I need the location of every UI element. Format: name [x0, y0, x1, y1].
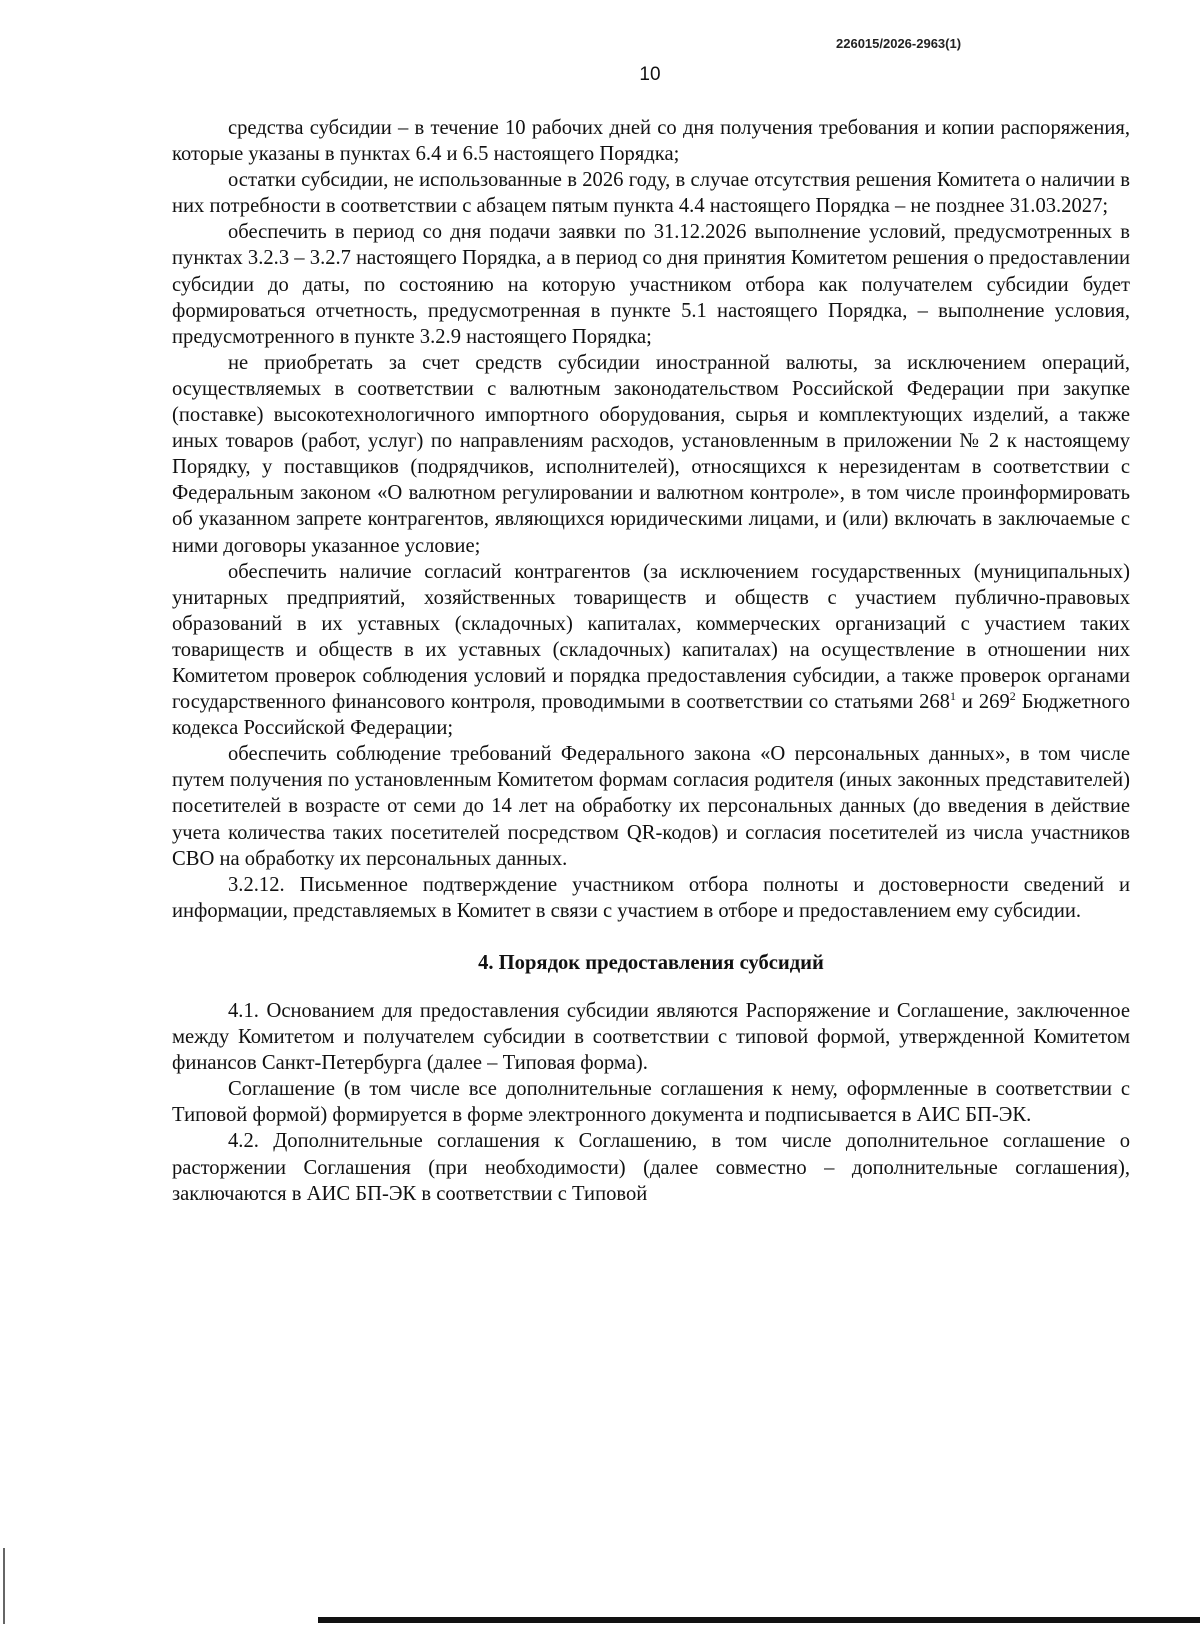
paragraph-contractor-consents-text-a: обеспечить наличие согласий контрагентов (за исключением государственных (муниципальных) унитарных предприятий, хозяйственных товариществ и обществ с участием публично-правовых образований в их уставных (складочных) капиталах, коммерческих организаций с участием таких товариществ и обществ в их уставных (складочных) капиталах) на осуществление в отношении них Комитетом проверок соблюдения условий и порядка предоставления субсидии, а также проверок органами государственного финансового контроля, проводимыми в соответствии со статьями 268 [172, 560, 1130, 714]
scan-edge-mark [3, 1548, 5, 1624]
paragraph-contractor-consents [172, 559, 1130, 742]
paragraph-contractor-consents-text-c: Бюджетного кодекса Российской Федерации; [172, 691, 1130, 740]
page-number: 10 [639, 64, 661, 85]
paragraph-agreement-electronic: Соглашение (в том числе все дополнительные соглашения к нему, оформленные в соответствии с Типовой формой) формируется в форме электронного документа и подписывается в АИС БП-ЭК. [172, 1078, 1130, 1127]
section-heading-4: 4. Порядок предоставления субсидий [478, 951, 824, 974]
footnote-superscript-269: 2 [1009, 689, 1016, 704]
paragraph-subsidy-remainder: остатки субсидии, не использованные в 2026 году, в случае отсутствия решения Комитета о наличии в них потребности в соответствии с абзацем пятым пункта 4.4 настоящего Порядка – не позднее 31.03.2027; [172, 169, 1130, 218]
paragraph-personal-data: обеспечить соблюдение требований Федерального закона «О персональных данных», в том числе путем получения по установленным Комитетом формам согласия родителя (иных законных представителей) посетителей в возрасте от семи до 14 лет на обработку их персональных данных (до введения в действие учета количества таких посетителей посредством QR-кодов) и согласия посетителей из числа участников СВО на обработку их персональных данных. [172, 743, 1130, 870]
document-registration-number: 226015/2026-2963(1) [836, 36, 962, 51]
scan-bottom-edge [318, 1617, 1200, 1623]
paragraph-4-2: 4.2. Дополнительные соглашения к Соглашению, в том числе дополнительное соглашение о расторжении Соглашения (при необходимости) (далее совместно – дополнительные соглашения), заключаются в АИС БП-ЭК в соответствии с Типовой [172, 1130, 1130, 1205]
footnote-superscript-268: 1 [949, 689, 956, 704]
paragraph-subsidy-return-deadline: средства субсидии – в течение 10 рабочих дней со дня получения требования и копии распоряжения, которые указаны в пунктах 6.4 и 6.5 настоящего Порядка; [172, 117, 1130, 166]
paragraph-3-2-12: 3.2.12. Письменное подтверждение участником отбора полноты и достоверности сведений и информации, представляемых в Комитет в связи с участием в отборе и предоставлением ему субсидии. [172, 873, 1130, 922]
paragraph-contractor-consents-text-b: и 269 [955, 691, 1010, 714]
document-body [172, 115, 1130, 1207]
paragraph-4-1: 4.1. Основанием для предоставления субсидии являются Распоряжение и Соглашение, заключенное между Комитетом и получателем субсидии в соответствии с типовой формой, утвержденной Комитетом финансов Санкт-Петербурга (далее – Типовая форма). [172, 1000, 1130, 1075]
paragraph-conditions-fulfilment: обеспечить в период со дня подачи заявки по 31.12.2026 выполнение условий, предусмотренных в пунктах 3.2.3 – 3.2.7 настоящего Порядка, а в период со дня принятия Комитетом решения о предоставлении субсидии до даты, по состоянию на которую участником отбора как получателем субсидии будет формироваться отчетность, предусмотренная в пункте 5.1 настоящего Порядка, – выполнение условия, предусмотренного в пункте 3.2.9 настоящего Порядка; [172, 221, 1130, 348]
paragraph-foreign-currency-restriction: не приобретать за счет средств субсидии иностранной валюты, за исключением операций, осуществляемых в соответствии с валютным законодательством Российской Федерации при закупке (поставке) высокотехнологичного импортного оборудования, сырья и комплектующих изделий, а также иных товаров (работ, услуг) по направлениям расходов, установленным в приложении № 2 к настоящему Порядку, у поставщиков (подрядчиков, исполнителей), относящихся к нерезидентам в соответствии с Федеральным законом «О валютном регулировании и валютном контроле», в том числе проинформировать об указанном запрете контрагентов, являющихся юридическими лицами, и (или) включать в заключаемые с ними договоры указанное условие; [172, 351, 1130, 557]
